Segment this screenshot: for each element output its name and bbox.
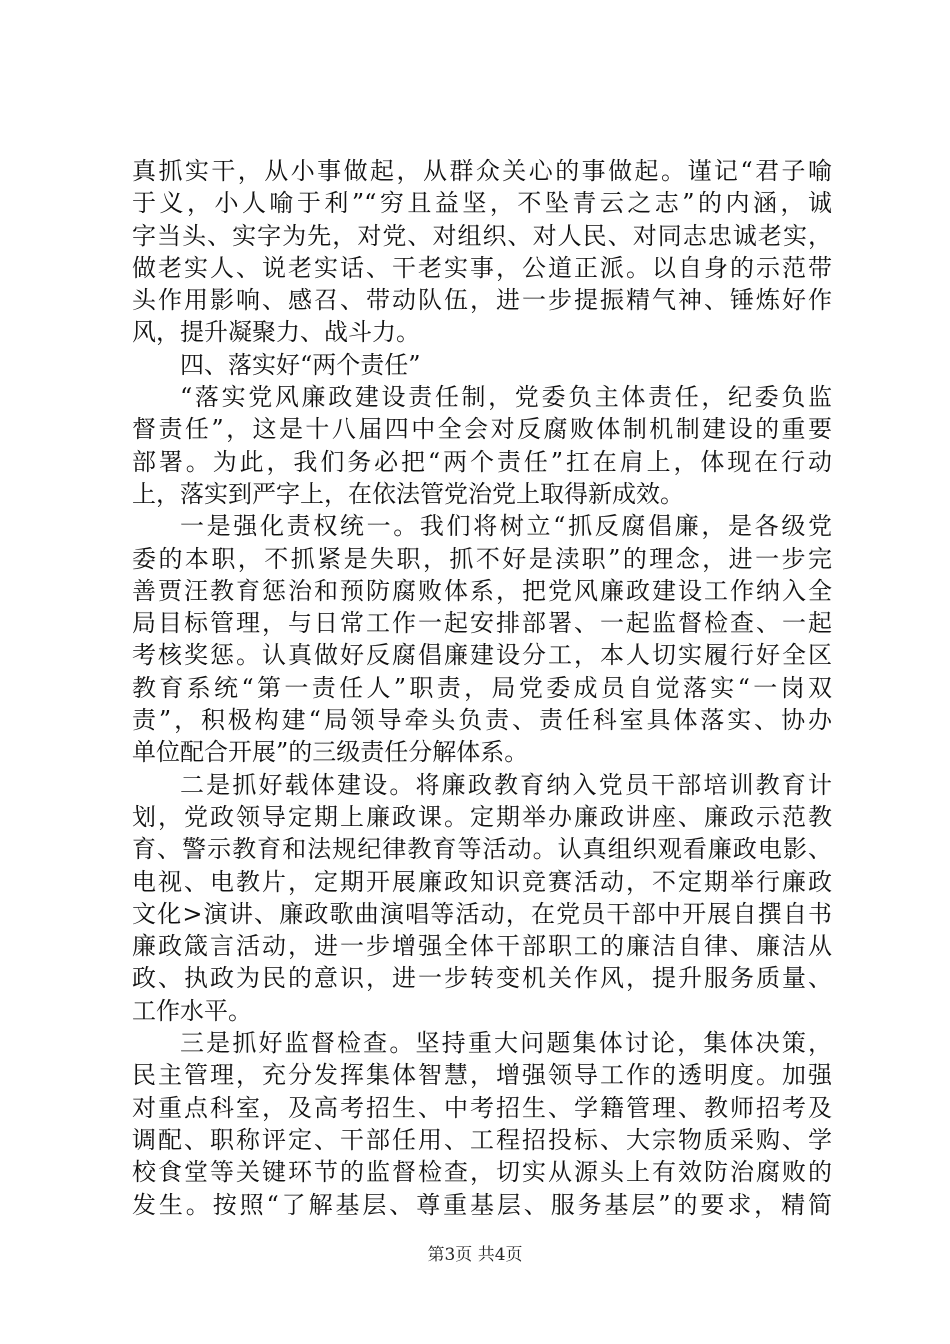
text-line: 育、警示教育和法规纪律教育等活动。认真组织观看廉政电影、 (132, 835, 832, 864)
text-line: 于义，小人喻于利”“穷且益坚，不坠青云之志”的内涵，诚 (132, 189, 832, 218)
text-line: 校食堂等关键环节的监督检查，切实从源头上有效防治腐败的 (132, 1158, 832, 1187)
text-line: 字当头、实字为先，对党、对组织、对人民、对同志忠诚老实， (132, 221, 832, 250)
text-line: 政、执政为民的意识，进一步转变机关作风，提升服务质量、 (132, 964, 832, 993)
body-text (132, 155, 832, 1221)
text-line: 部署。为此，我们务必把“两个责任”扛在肩上，体现在行动 (132, 447, 832, 476)
text-line: 督责任”，这是十八届四中全会对反腐败体制机制建设的重要 (132, 415, 832, 444)
text-line: 做老实人、说老实话、干老实事，公道正派。以自身的示范带 (132, 253, 832, 282)
text-line: 真抓实干，从小事做起，从群众关心的事做起。谨记“君子喻 (132, 157, 832, 185)
text-line: 委的本职，不抓紧是失职，抓不好是渎职”的理念，进一步完 (132, 544, 832, 573)
text-line: 三是抓好监督检查。坚持重大问题集体讨论，集体决策， (180, 1029, 832, 1058)
text-line: 划，党政领导定期上廉政课。定期举办廉政讲座、廉政示范教 (132, 802, 832, 831)
text-line: “落实党风廉政建设责任制，党委负主体责任，纪委负监 (180, 383, 832, 412)
text-line: 教育系统“第一责任人”职责，局党委成员自觉落实“一岗双 (132, 673, 832, 702)
text-line: 头作用影响、感召、带动队伍，进一步提振精气神、锤炼好作 (132, 286, 832, 315)
text-line: 民主管理，充分发挥集体智慧，增强领导工作的透明度。加强 (132, 1061, 832, 1090)
text-line: 一是强化责权统一。我们将树立“抓反腐倡廉，是各级党 (180, 512, 832, 541)
text-line: 单位配合开展”的三级责任分解体系。 (132, 738, 529, 767)
text-line: 廉政箴言活动，进一步增强全体干部职工的廉洁自律、廉洁从 (132, 932, 832, 961)
text-line: 四、落实好“两个责任” (180, 350, 421, 379)
text-line: 文化>演讲、廉政歌曲演唱等活动，在党员干部中开展自撰自书 (132, 899, 832, 928)
page-number: 第3页 共4页 (427, 1245, 523, 1265)
text-line: 责”，积极构建“局领导牵头负责、责任科室具体落实、协办 (132, 706, 832, 735)
text-line: 上，落实到严字上，在依法管党治党上取得新成效。 (132, 479, 684, 508)
text-line: 善贾汪教育惩治和预防腐败体系，把党风廉政建设工作纳入全 (132, 576, 832, 605)
text-line: 局目标管理，与日常工作一起安排部署、一起监督检查、一起 (132, 609, 832, 638)
text-line: 二是抓好载体建设。将廉政教育纳入党员干部培训教育计 (180, 770, 832, 799)
text-line: 发生。按照“了解基层、尊重基层、服务基层”的要求，精简 (132, 1190, 832, 1219)
text-line: 工作水平。 (132, 996, 252, 1025)
text-line: 对重点科室，及高考招生、中考招生、学籍管理、教师招考及 (132, 1093, 832, 1122)
text-line: 调配、职称评定、干部任用、工程招投标、大宗物质采购、学 (132, 1125, 832, 1154)
text-line: 电视、电教片，定期开展廉政知识竞赛活动，不定期举行廉政 (132, 867, 832, 896)
text-line: 风，提升凝聚力、战斗力。 (132, 318, 420, 347)
text-line: 考核奖惩。认真做好反腐倡廉建设分工，本人切实履行好全区 (132, 641, 832, 670)
